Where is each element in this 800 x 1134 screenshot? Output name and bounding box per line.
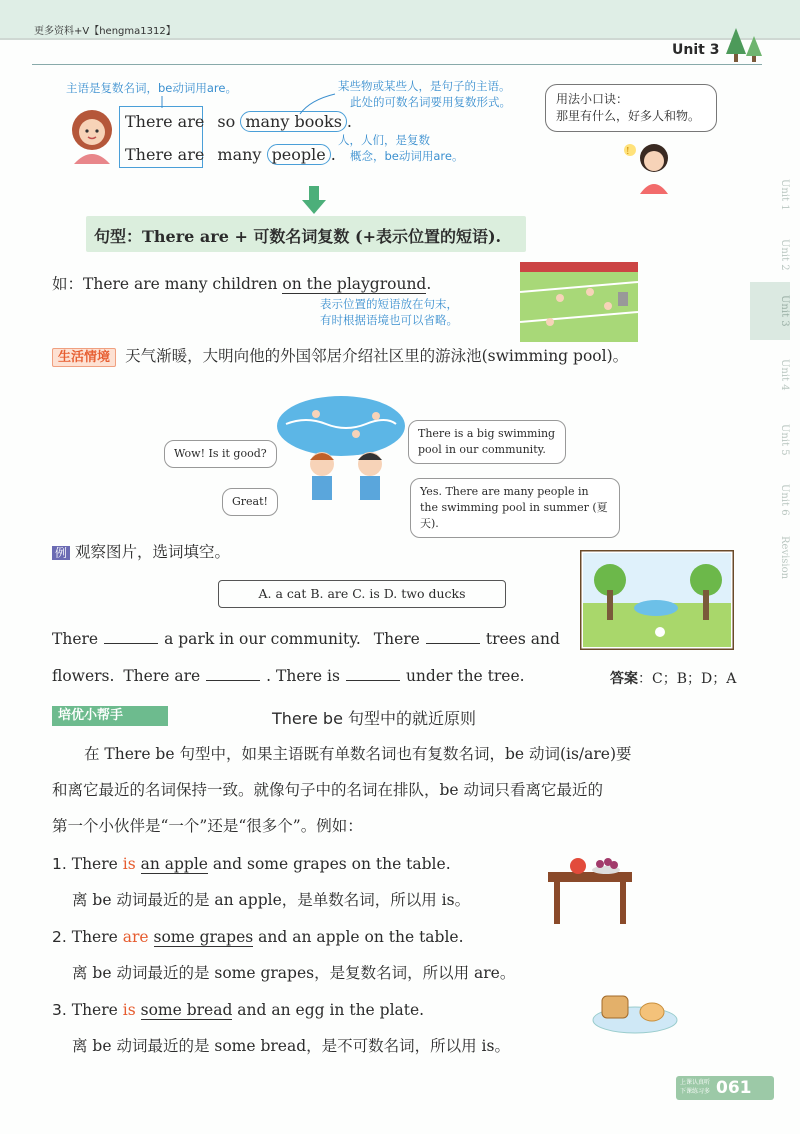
example-end: .	[426, 275, 432, 293]
s2-c: . There is	[266, 667, 340, 685]
table-fruit-image	[544, 854, 636, 926]
s1-c: There	[373, 630, 420, 648]
item1-verb: is	[122, 855, 136, 873]
item2-verb: are	[122, 928, 149, 946]
exercise-instruction: 观察图片，选词填空。	[74, 543, 230, 561]
note-people-line1: 人，人们，是复数	[338, 133, 430, 147]
note-arrows	[160, 90, 340, 120]
item1-rest: and some grapes on the table.	[207, 855, 451, 873]
helper-title: There be 句型中的就近原则	[272, 709, 477, 728]
helper-para-3: 第一个小伙伴是“一个”还是“很多个”。例如：	[52, 817, 363, 835]
answer-value: ：C；B；D；A	[638, 671, 737, 687]
line1-end: .	[346, 112, 352, 131]
tip-text: 那里有什么，好多人和物。	[556, 109, 701, 123]
blank-3[interactable]	[206, 680, 260, 681]
down-arrow-icon	[300, 186, 328, 216]
bubble-many-people: Yes. There are many people in the swimming pool in summer (夏天).	[410, 478, 620, 538]
exercise-header	[52, 540, 230, 562]
item1-num: 1.	[52, 855, 67, 873]
footer-slogan-1: 上课认真听	[680, 1079, 711, 1086]
side-tab-unit2[interactable]: Unit 2	[779, 239, 790, 271]
item2-rest: and an apple on the table.	[253, 928, 464, 946]
bubble-wow: Wow! Is it good?	[164, 440, 277, 468]
playground-image	[520, 262, 638, 342]
s1-a: There	[52, 630, 99, 648]
helper-explain-3: 离 be 动词最近的是 some bread，是不可数名词，所以用 is。	[72, 1037, 510, 1055]
item2-pre: There	[71, 928, 123, 946]
girl-student-avatar	[620, 138, 676, 194]
page-number: 061	[716, 1078, 752, 1098]
item3-rest: and an egg in the plate.	[232, 1001, 425, 1019]
life-text: 天气渐暖，大明向他的外国邻居介绍社区里的游泳池(swimming pool)。	[125, 347, 629, 365]
example-note-line1: 表示位置的短语放在句末，	[320, 297, 458, 311]
note-subject: 主语是复数名词，be动词用are。	[66, 81, 237, 95]
item3-verb: is	[122, 1001, 136, 1019]
intro-line2	[125, 145, 336, 164]
helper-para-1: 在 There be 句型中，如果主语既有单数名词也有复数名词，be 动词(is/are)要	[84, 745, 632, 763]
s2-d: under the tree.	[405, 667, 525, 685]
exercise-tag: 例	[52, 546, 70, 560]
header-rule	[32, 64, 762, 65]
example-playground	[52, 272, 431, 294]
helper-para-2: 和离它最近的名词保持一致。就像句子中的名词在排队，be 动词只看离它最近的	[52, 781, 604, 799]
footer-slogan	[680, 1078, 710, 1096]
line1-mid: so	[217, 112, 236, 131]
tip-title: 用法小口诀：	[556, 92, 629, 106]
example-pre: There are many children	[83, 275, 283, 293]
example-prefix: 如：	[52, 275, 84, 293]
item1-pre: There	[71, 855, 123, 873]
life-tag: 生活情境	[52, 348, 116, 367]
side-tab-revision[interactable]: Revision	[779, 536, 790, 580]
exercise-sentence1	[52, 630, 560, 648]
blank-1[interactable]	[104, 643, 158, 644]
s1-b: a park in our community.	[164, 630, 361, 648]
note-people-line2: 概念，be动词用are。	[350, 149, 464, 163]
tip-bubble	[545, 84, 717, 132]
item3-noun: some bread	[140, 1001, 233, 1019]
item3-pre: There	[71, 1001, 123, 1019]
side-tab-unit3[interactable]: Unit 3	[750, 282, 790, 340]
pattern-text: 句型：There are + 可数名词复数 (+表示位置的短语).	[94, 227, 502, 246]
helper-item-2	[52, 919, 742, 955]
s1-d: trees and	[485, 630, 560, 648]
credit-text: 更多资料+V【hengma1312】	[34, 26, 176, 37]
helper-tag: 培优小帮手	[52, 706, 168, 726]
note-plural-line2: 此处的可数名词要用复数形式。	[350, 95, 511, 109]
item1-noun: an apple	[140, 855, 208, 873]
blank-4[interactable]	[346, 680, 400, 681]
options-box: A. a cat B. are C. is D. two ducks	[218, 580, 506, 608]
bread-plate-image	[592, 990, 678, 1034]
item2-num: 2.	[52, 928, 67, 946]
svg-text:!: !	[626, 147, 630, 157]
item3-num: 3.	[52, 1001, 67, 1019]
side-tab-unit6[interactable]: Unit 6	[779, 484, 790, 516]
note-plural-line1: 某些物或某些人，是句子的主语。	[338, 79, 511, 93]
life-situation	[52, 344, 628, 366]
example-phrase: on the playground	[282, 275, 427, 293]
footer-slogan-2: 下课练习多	[680, 1088, 711, 1095]
helper-explain-1: 离 be 动词最近的是 an apple，是单数名词，所以用 is。	[72, 891, 471, 909]
line2-object: people	[267, 144, 331, 165]
two-boys-image	[296, 448, 396, 504]
helper-explain-2: 离 be 动词最近的是 some grapes，是复数名词，所以用 are。	[72, 964, 516, 982]
blank-2[interactable]	[426, 643, 480, 644]
side-tab-unit4[interactable]: Unit 4	[779, 359, 790, 391]
side-tab-unit1[interactable]: Unit 1	[779, 179, 790, 211]
helper-item-1	[52, 846, 742, 882]
header-divider	[0, 38, 800, 40]
bubble-big-pool: There is a big swimming pool in our community.	[408, 420, 566, 464]
unit-title: Unit 3	[672, 42, 720, 58]
s2-a: flowers.	[52, 667, 115, 685]
answer-label: 答案	[610, 671, 638, 687]
line1-object: many books	[240, 111, 347, 132]
line2-mid: many	[217, 145, 262, 164]
line2-subject: There are	[125, 145, 205, 164]
bubble-great: Great!	[222, 488, 278, 516]
exercise-sentence2	[52, 667, 525, 685]
line2-end: .	[330, 145, 336, 164]
line1-subject: There are	[125, 112, 205, 131]
girl-teacher-avatar	[68, 108, 116, 164]
side-tab-unit5[interactable]: Unit 5	[779, 424, 790, 456]
item2-noun: some grapes	[153, 928, 254, 946]
park-image	[580, 550, 734, 650]
example-note-line2: 有时根据语境也可以省略。	[320, 313, 458, 327]
s2-b: There are	[123, 667, 201, 685]
trees-icon	[724, 26, 768, 66]
answer	[610, 668, 736, 688]
